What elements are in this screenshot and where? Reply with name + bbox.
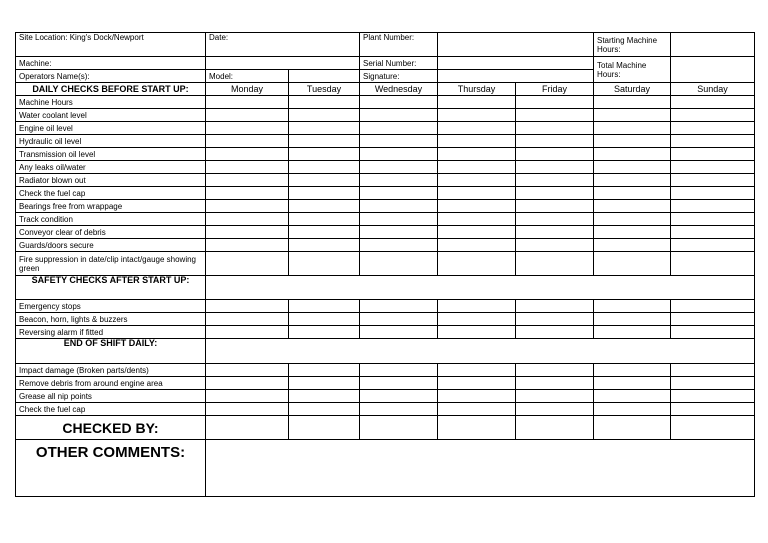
checked-by-cell-sunday[interactable] [671, 416, 755, 440]
check-cell-sunday[interactable] [671, 187, 755, 200]
daily-check-row [16, 213, 755, 226]
check-cell-sunday[interactable] [671, 377, 755, 390]
check-cell-friday[interactable] [516, 300, 594, 313]
check-cell-thursday[interactable] [438, 96, 516, 109]
check-cell-thursday[interactable] [438, 252, 516, 276]
check-cell-sunday[interactable] [671, 313, 755, 326]
daily-check-row [16, 187, 755, 200]
other-comments-label: OTHER COMMENTS: [16, 440, 206, 497]
check-cell-tuesday[interactable] [289, 213, 360, 226]
end-check-row [16, 390, 755, 403]
check-cell-tuesday[interactable] [289, 161, 360, 174]
check-cell-friday[interactable] [516, 313, 594, 326]
check-cell-saturday[interactable] [594, 313, 671, 326]
check-cell-friday[interactable] [516, 148, 594, 161]
checked-by-cell-monday[interactable] [206, 416, 289, 440]
checked-by-cell-thursday[interactable] [438, 416, 516, 440]
check-item-label: Water coolant level [16, 109, 206, 122]
site-location-label: Site Location: King's Dock/Newport [16, 33, 206, 57]
check-cell-thursday[interactable] [438, 174, 516, 187]
check-cell-friday[interactable] [516, 109, 594, 122]
operators-label: Operators Name(s): [16, 70, 206, 83]
daily-check-row [16, 148, 755, 161]
check-cell-tuesday[interactable] [289, 377, 360, 390]
check-cell-saturday[interactable] [594, 364, 671, 377]
check-cell-thursday[interactable] [438, 403, 516, 416]
check-cell-saturday[interactable] [594, 300, 671, 313]
check-item-label: Conveyor clear of debris [16, 226, 206, 239]
check-cell-wednesday[interactable] [360, 213, 438, 226]
check-cell-monday[interactable] [206, 377, 289, 390]
check-item-label: Reversing alarm if fitted [16, 326, 206, 339]
check-cell-friday[interactable] [516, 122, 594, 135]
check-item-label: Hydraulic oil level [16, 135, 206, 148]
check-cell-saturday[interactable] [594, 174, 671, 187]
check-cell-wednesday[interactable] [360, 239, 438, 252]
check-cell-friday[interactable] [516, 226, 594, 239]
plant-number-label: Plant Number: [360, 33, 438, 57]
check-cell-saturday[interactable] [594, 377, 671, 390]
starting-hours-label: Starting Machine Hours: [594, 33, 671, 57]
check-cell-sunday[interactable] [671, 200, 755, 213]
check-cell-monday[interactable] [206, 109, 289, 122]
check-cell-wednesday[interactable] [360, 300, 438, 313]
check-cell-friday[interactable] [516, 213, 594, 226]
check-cell-tuesday[interactable] [289, 135, 360, 148]
check-cell-wednesday[interactable] [360, 200, 438, 213]
check-cell-monday[interactable] [206, 313, 289, 326]
day-header-saturday: Saturday [594, 83, 671, 96]
check-cell-tuesday[interactable] [289, 200, 360, 213]
signature-field[interactable] [438, 70, 594, 83]
check-cell-friday[interactable] [516, 364, 594, 377]
check-cell-wednesday[interactable] [360, 326, 438, 339]
daily-check-row [16, 239, 755, 252]
check-cell-sunday[interactable] [671, 403, 755, 416]
day-header-wednesday: Wednesday [360, 83, 438, 96]
check-cell-monday[interactable] [206, 148, 289, 161]
safety-check-row [16, 326, 755, 339]
checked-by-cell-tuesday[interactable] [289, 416, 360, 440]
date-field[interactable] [206, 33, 360, 57]
safety-check-row [16, 313, 755, 326]
daily-check-row [16, 109, 755, 122]
starting-hours-field[interactable] [671, 33, 755, 57]
check-cell-monday[interactable] [206, 403, 289, 416]
day-header-friday: Friday [516, 83, 594, 96]
check-cell-wednesday[interactable] [360, 122, 438, 135]
check-cell-monday[interactable] [206, 96, 289, 109]
check-cell-wednesday[interactable] [360, 148, 438, 161]
daily-check-row [16, 96, 755, 109]
daily-check-row [16, 174, 755, 187]
check-item-label: Guards/doors secure [16, 239, 206, 252]
check-cell-sunday[interactable] [671, 390, 755, 403]
model-label: Model: [206, 70, 289, 83]
check-cell-tuesday[interactable] [289, 326, 360, 339]
check-cell-wednesday[interactable] [360, 390, 438, 403]
check-cell-thursday[interactable] [438, 377, 516, 390]
check-item-label: Transmission oil level [16, 148, 206, 161]
check-cell-tuesday[interactable] [289, 122, 360, 135]
check-cell-saturday[interactable] [594, 96, 671, 109]
check-item-label: Engine oil level [16, 122, 206, 135]
check-cell-saturday[interactable] [594, 122, 671, 135]
check-cell-wednesday[interactable] [360, 313, 438, 326]
end-check-row [16, 377, 755, 390]
check-cell-thursday[interactable] [438, 148, 516, 161]
check-cell-monday[interactable] [206, 364, 289, 377]
check-item-label: Remove debris from around engine area [16, 377, 206, 390]
check-item-label: Fire suppression in date/clip intact/gauge showing green [16, 252, 206, 276]
checked-by-label: CHECKED BY: [16, 416, 206, 440]
check-cell-sunday[interactable] [671, 96, 755, 109]
check-item-label: Beacon, horn, lights & buzzers [16, 313, 206, 326]
signature-label: Signature: [360, 70, 438, 83]
check-cell-tuesday[interactable] [289, 174, 360, 187]
check-cell-thursday[interactable] [438, 122, 516, 135]
check-cell-saturday[interactable] [594, 390, 671, 403]
check-cell-saturday[interactable] [594, 326, 671, 339]
check-cell-friday[interactable] [516, 200, 594, 213]
check-cell-sunday[interactable] [671, 213, 755, 226]
end-of-shift-title: END OF SHIFT DAILY: [16, 339, 206, 364]
check-cell-friday[interactable] [516, 96, 594, 109]
check-cell-friday[interactable] [516, 239, 594, 252]
daily-check-sheet-table [15, 32, 755, 497]
check-cell-monday[interactable] [206, 226, 289, 239]
check-cell-wednesday[interactable] [360, 174, 438, 187]
check-cell-wednesday[interactable] [360, 187, 438, 200]
check-cell-wednesday[interactable] [360, 109, 438, 122]
check-cell-tuesday[interactable] [289, 313, 360, 326]
check-cell-saturday[interactable] [594, 161, 671, 174]
check-item-label: Impact damage (Broken parts/dents) [16, 364, 206, 377]
check-cell-sunday[interactable] [671, 364, 755, 377]
check-item-label: Machine Hours [16, 96, 206, 109]
check-cell-sunday[interactable] [671, 252, 755, 276]
other-comments-field[interactable] [206, 440, 755, 497]
check-item-label: Bearings free from wrappage [16, 200, 206, 213]
check-cell-monday[interactable] [206, 390, 289, 403]
check-cell-monday[interactable] [206, 213, 289, 226]
daily-check-row [16, 161, 755, 174]
check-cell-thursday[interactable] [438, 226, 516, 239]
check-cell-thursday[interactable] [438, 200, 516, 213]
check-cell-friday[interactable] [516, 403, 594, 416]
check-cell-wednesday[interactable] [360, 377, 438, 390]
check-cell-friday[interactable] [516, 252, 594, 276]
check-cell-sunday[interactable] [671, 122, 755, 135]
check-cell-monday[interactable] [206, 122, 289, 135]
day-header-monday: Monday [206, 83, 289, 96]
safety-check-row [16, 300, 755, 313]
date-label: Date: [209, 33, 229, 42]
check-item-label: Any leaks oil/water [16, 161, 206, 174]
check-cell-friday[interactable] [516, 174, 594, 187]
day-header-thursday: Thursday [438, 83, 516, 96]
check-cell-saturday[interactable] [594, 200, 671, 213]
check-cell-tuesday[interactable] [289, 187, 360, 200]
check-cell-sunday[interactable] [671, 148, 755, 161]
checked-by-cell-wednesday[interactable] [360, 416, 438, 440]
total-hours-label: Total Machine Hours: [594, 57, 671, 83]
check-cell-monday[interactable] [206, 174, 289, 187]
check-cell-tuesday[interactable] [289, 390, 360, 403]
end-of-shift-notes-field[interactable] [206, 339, 755, 364]
daily-checks-title: DAILY CHECKS BEFORE START UP: [16, 83, 206, 96]
safety-checks-notes-field[interactable] [206, 276, 755, 300]
check-cell-thursday[interactable] [438, 135, 516, 148]
check-cell-monday[interactable] [206, 200, 289, 213]
check-cell-wednesday[interactable] [360, 364, 438, 377]
model-field[interactable] [289, 70, 360, 83]
check-cell-saturday[interactable] [594, 226, 671, 239]
check-cell-saturday[interactable] [594, 252, 671, 276]
check-cell-friday[interactable] [516, 390, 594, 403]
check-item-label: Grease all nip points [16, 390, 206, 403]
check-cell-thursday[interactable] [438, 390, 516, 403]
check-cell-saturday[interactable] [594, 187, 671, 200]
check-cell-monday[interactable] [206, 187, 289, 200]
check-cell-sunday[interactable] [671, 174, 755, 187]
check-cell-tuesday[interactable] [289, 300, 360, 313]
daily-check-row [16, 200, 755, 213]
check-item-label: Check the fuel cap [16, 187, 206, 200]
end-check-row [16, 364, 755, 377]
check-cell-saturday[interactable] [594, 109, 671, 122]
machine-field[interactable] [206, 57, 360, 70]
check-cell-saturday[interactable] [594, 239, 671, 252]
check-cell-wednesday[interactable] [360, 135, 438, 148]
check-cell-sunday[interactable] [671, 135, 755, 148]
check-cell-wednesday[interactable] [360, 96, 438, 109]
serial-number-field[interactable] [438, 57, 594, 70]
check-cell-friday[interactable] [516, 187, 594, 200]
day-header-tuesday: Tuesday [289, 83, 360, 96]
check-cell-thursday[interactable] [438, 326, 516, 339]
check-cell-monday[interactable] [206, 161, 289, 174]
check-cell-tuesday[interactable] [289, 252, 360, 276]
check-cell-thursday[interactable] [438, 364, 516, 377]
check-cell-wednesday[interactable] [360, 226, 438, 239]
check-cell-saturday[interactable] [594, 213, 671, 226]
check-cell-sunday[interactable] [671, 226, 755, 239]
check-cell-thursday[interactable] [438, 313, 516, 326]
daily-check-row [16, 226, 755, 239]
checked-by-cell-saturday[interactable] [594, 416, 671, 440]
check-cell-thursday[interactable] [438, 109, 516, 122]
check-cell-tuesday[interactable] [289, 239, 360, 252]
check-cell-saturday[interactable] [594, 403, 671, 416]
check-cell-monday[interactable] [206, 252, 289, 276]
check-cell-tuesday[interactable] [289, 226, 360, 239]
check-cell-thursday[interactable] [438, 239, 516, 252]
check-cell-wednesday[interactable] [360, 403, 438, 416]
check-cell-friday[interactable] [516, 161, 594, 174]
check-cell-sunday[interactable] [671, 300, 755, 313]
end-check-row [16, 403, 755, 416]
check-cell-friday[interactable] [516, 326, 594, 339]
check-cell-tuesday[interactable] [289, 364, 360, 377]
check-cell-tuesday[interactable] [289, 148, 360, 161]
daily-check-row [16, 252, 755, 276]
daily-check-row [16, 135, 755, 148]
checked-by-cell-friday[interactable] [516, 416, 594, 440]
safety-checks-title: SAFETY CHECKS AFTER START UP: [16, 276, 206, 300]
check-cell-sunday[interactable] [671, 161, 755, 174]
check-cell-thursday[interactable] [438, 161, 516, 174]
check-cell-tuesday[interactable] [289, 109, 360, 122]
check-cell-thursday[interactable] [438, 187, 516, 200]
total-hours-field[interactable] [671, 57, 755, 83]
check-cell-monday[interactable] [206, 300, 289, 313]
machine-label: Machine: [16, 57, 206, 70]
check-item-label: Emergency stops [16, 300, 206, 313]
check-cell-wednesday[interactable] [360, 252, 438, 276]
check-cell-thursday[interactable] [438, 300, 516, 313]
serial-number-label: Serial Number: [360, 57, 438, 70]
check-item-label: Check the fuel cap [16, 403, 206, 416]
check-cell-monday[interactable] [206, 135, 289, 148]
check-cell-friday[interactable] [516, 377, 594, 390]
check-cell-saturday[interactable] [594, 135, 671, 148]
check-cell-wednesday[interactable] [360, 161, 438, 174]
check-item-label: Radiator blown out [16, 174, 206, 187]
check-cell-thursday[interactable] [438, 213, 516, 226]
check-cell-tuesday[interactable] [289, 96, 360, 109]
check-cell-tuesday[interactable] [289, 403, 360, 416]
check-cell-monday[interactable] [206, 326, 289, 339]
check-cell-saturday[interactable] [594, 148, 671, 161]
check-cell-sunday[interactable] [671, 326, 755, 339]
check-cell-monday[interactable] [206, 239, 289, 252]
check-cell-sunday[interactable] [671, 109, 755, 122]
check-cell-sunday[interactable] [671, 239, 755, 252]
plant-number-field[interactable] [438, 33, 594, 57]
check-cell-friday[interactable] [516, 135, 594, 148]
daily-check-row [16, 122, 755, 135]
check-item-label: Track condition [16, 213, 206, 226]
day-header-sunday: Sunday [671, 83, 755, 96]
